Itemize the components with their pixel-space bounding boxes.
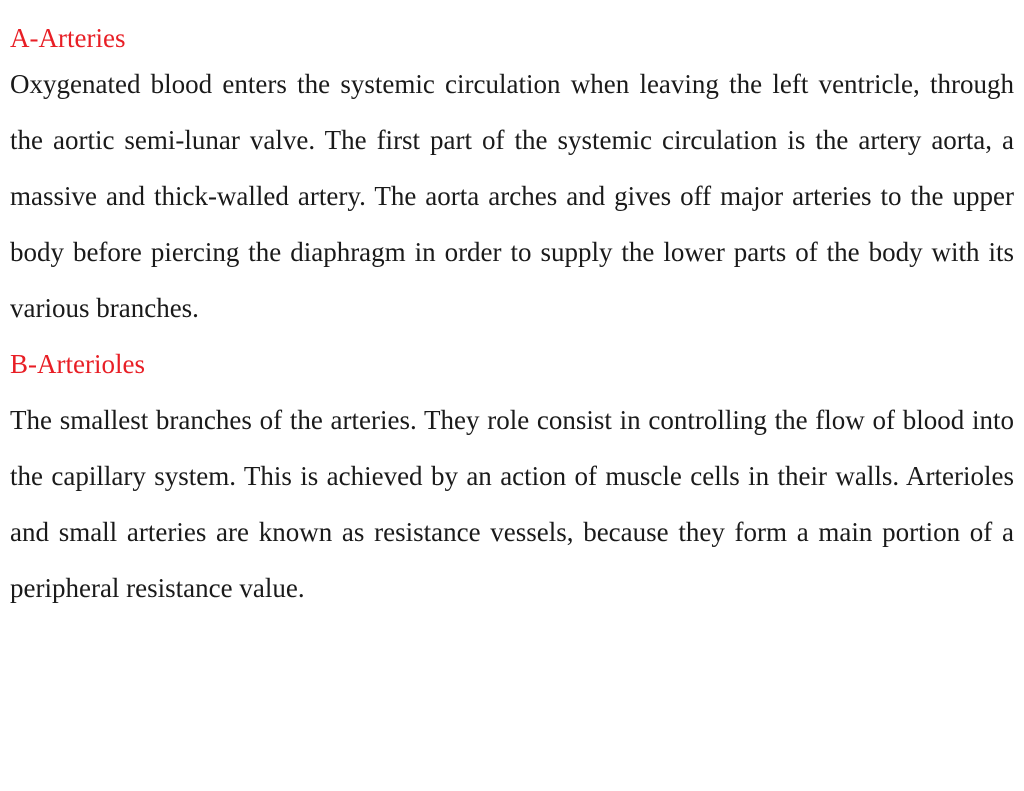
section-body-arterioles: The smallest branches of the arteries. They role consist in controlling the flow of blood into the capillary system. This is achieved by an action of muscle cells in their walls. Arterioles and small arteries are known as resistance vessels, because they form a main portion of a peripheral resistance value.: [10, 405, 1014, 603]
section-heading-arteries: A-Arteries: [10, 23, 126, 53]
document-page: [10, 0, 1014, 616]
section-body-arteries: Oxygenated blood enters the systemic circulation when leaving the left ventricle, through the aortic semi-lunar valve. The first part of the systemic circulation is the artery aorta, a massive and thick-walled artery. The aorta arches and gives off major arteries to the upper body before piercing the diaphragm in order to supply the lower parts of the body with its various branches.: [10, 69, 1014, 323]
section-heading-arterioles: B-Arterioles: [10, 349, 145, 379]
